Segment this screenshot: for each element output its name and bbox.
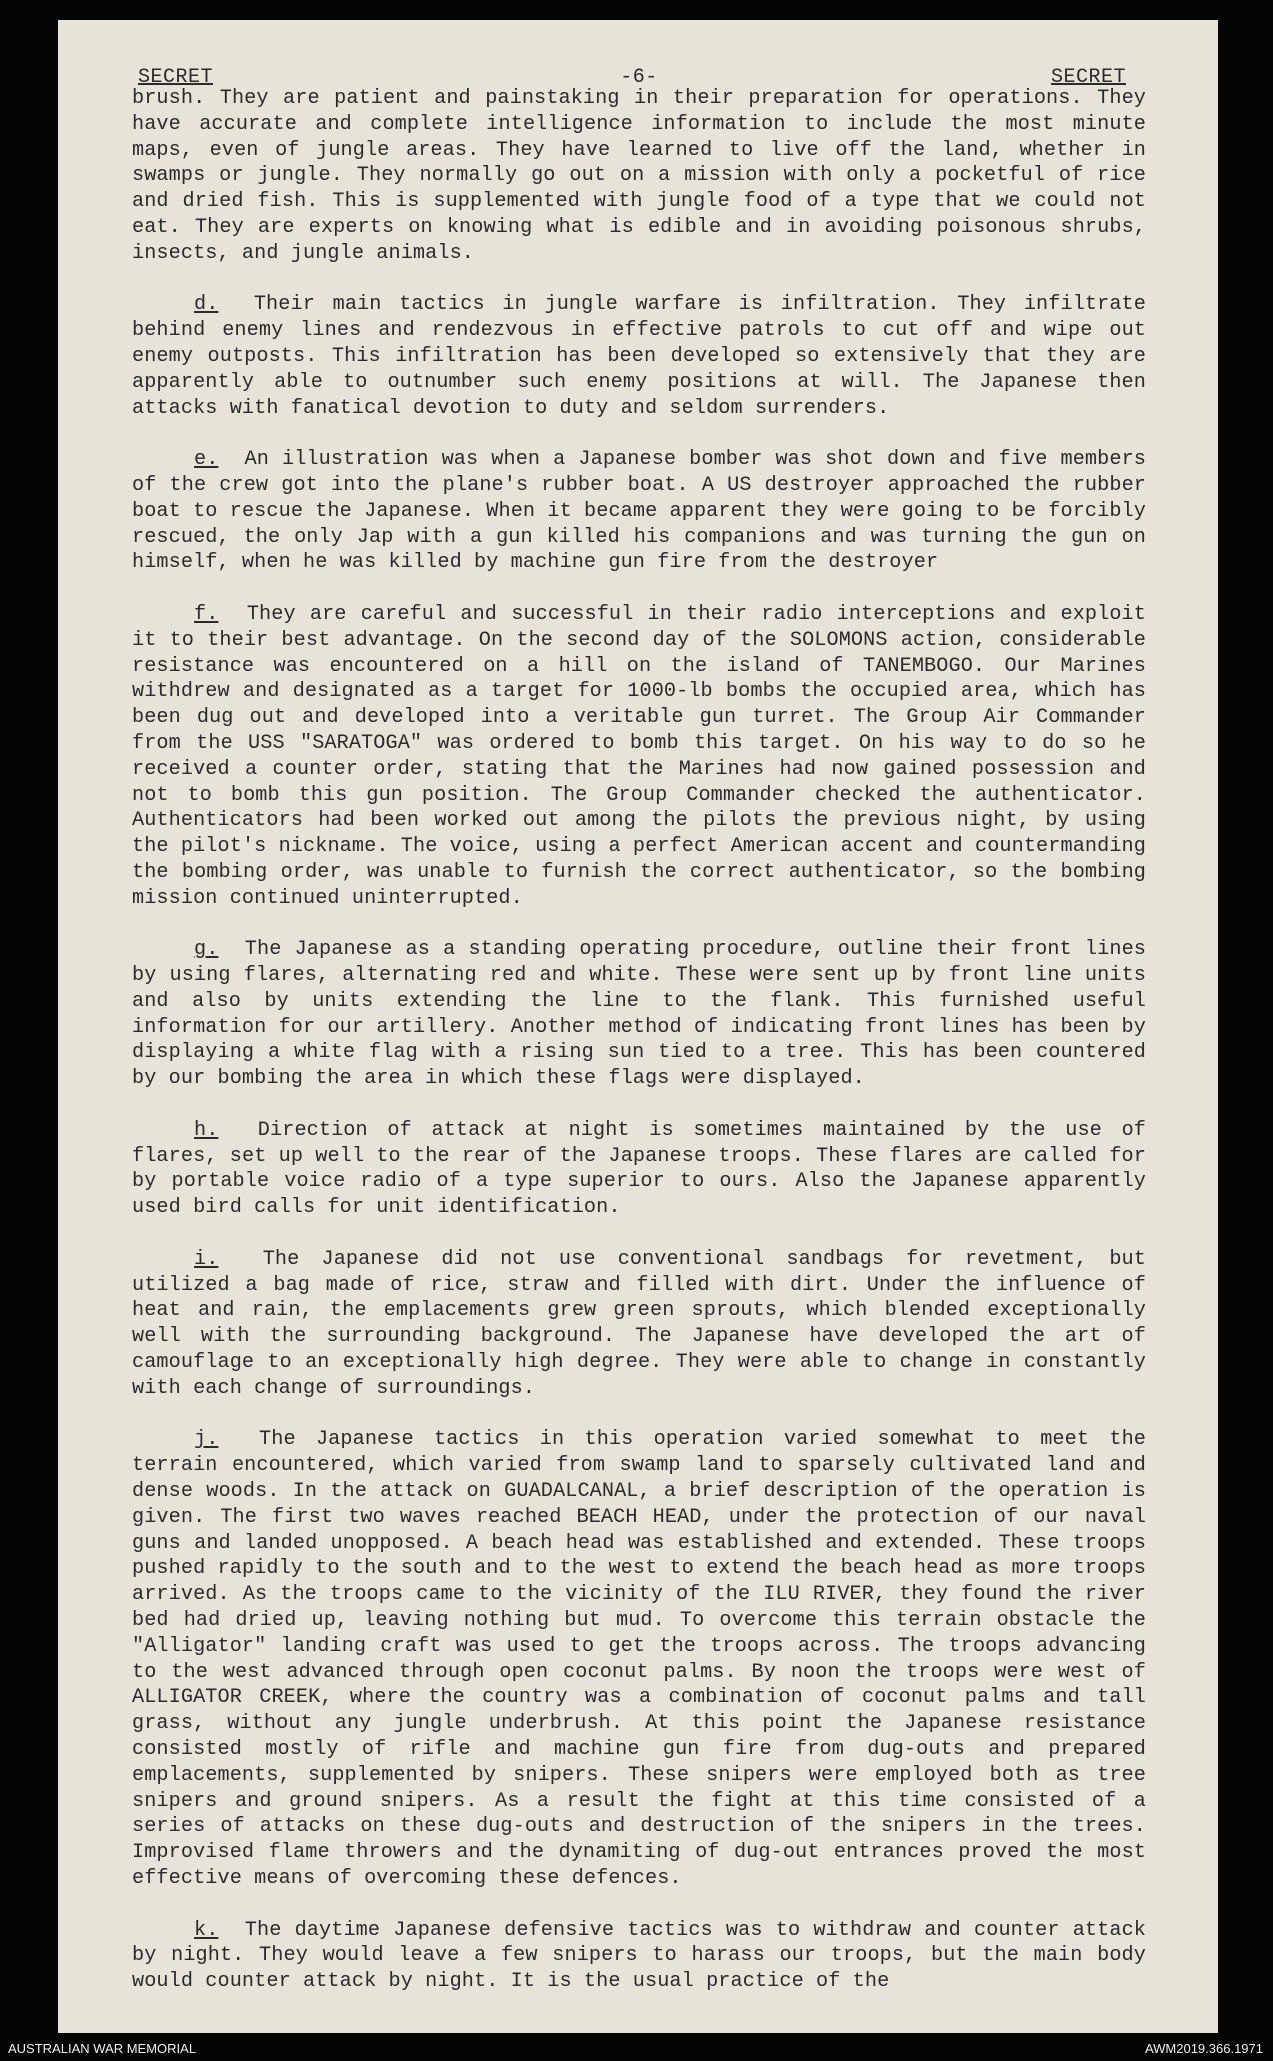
paragraph-d bbox=[132, 292, 1146, 421]
classification-right: SECRET bbox=[1050, 66, 1126, 89]
paragraph-f bbox=[132, 602, 1146, 912]
paragraph-continuation bbox=[132, 86, 1146, 267]
paragraph-text: They are careful and successful in their radio interceptions and exploit it to their best advantage. On the second day of the SOLOMONS action, considerable resistance was encountered on a hill on the island of TANEMBOGO. Our Marines withdrew and designated as a target for 1000-lb bombs the occupied area, which has been dug out and developed into a veritable gun turret. The Group Air Commander from the USS "SARATOGA" was ordered to bomb this target. On his way to do so he received a counter order, stating that the Marines had now gained possession and not to bomb this gun position. The Group Commander checked the authenticator. Authenticators had been worked out among the pilots the previous night, by using the pilot's nickname. The voice, using a perfect American accent and countermanding the bombing order, was unable to furnish the correct authenticator, so the bombing mission continued uninterrupted. bbox=[132, 602, 1146, 910]
document-page bbox=[58, 20, 1218, 2033]
classification-left: SECRET bbox=[138, 66, 214, 89]
paragraph-label: e. bbox=[194, 448, 219, 472]
page-header bbox=[132, 46, 1146, 89]
paragraph-text: brush. They are patient and painstaking in their preparation for operations. They have accurate and complete intelligence information to include the most minute maps, even of jungle areas. They have learned to live off the land, whether in swamps or jungle. They normally go out on a mission with only a pocketful of rice and dried fish. This is supplemented with jungle food of a type that we could not eat. They are experts on knowing what is edible and in avoiding poisonous shrubs, insects, and jungle animals. bbox=[132, 87, 1146, 265]
paragraph-e bbox=[132, 447, 1146, 576]
paragraph-j bbox=[132, 1427, 1146, 1891]
paragraph-text: The Japanese did not use conventional sandbags for revetment, but utilized a bag made of rice, straw and filled with dirt. Under the influence of heat and rain, the emplacements grew green sprouts, which blended exceptionally well with the surrounding background. The Japanese have developed the art of camouflage to an exceptionally high degree. They were able to change in constantly with each change of surroundings. bbox=[132, 1247, 1146, 1400]
page-number: -6- bbox=[620, 66, 658, 89]
paragraph-label: g. bbox=[194, 938, 219, 962]
paragraph-text: Their main tactics in jungle warfare is infiltration. They infiltrate behind enemy lines and rendezvous in effective patrols to cut off and wipe out enemy outposts. This infiltration has been developed so extensively that they are apparently able to outnumber such enemy positions at will. The Japanese then attacks with fanatical devotion to duty and seldom surrenders. bbox=[132, 293, 1146, 420]
paragraph-label: k. bbox=[194, 1918, 219, 1942]
paragraph-g bbox=[132, 937, 1146, 1092]
paragraph-label: i. bbox=[194, 1247, 219, 1271]
paragraph-label: d. bbox=[194, 293, 219, 317]
paragraph-h bbox=[132, 1118, 1146, 1221]
paragraph-label: f. bbox=[194, 602, 219, 626]
paragraph-k bbox=[132, 1918, 1146, 1995]
paragraph-text: An illustration was when a Japanese bomber was shot down and five members of the crew got into the plane's rubber boat. A US destroyer approached the rubber boat to rescue the Japanese. When it became apparent they were going to be forcibly rescued, the only Jap with a gun killed his companions and was turning the gun on himself, when he was killed by machine gun fire from the destroyer bbox=[132, 448, 1147, 575]
archive-footer bbox=[0, 2033, 1273, 2061]
archive-reference: AWM2019.366.1971 bbox=[1144, 2041, 1263, 2056]
archive-name: AUSTRALIAN WAR MEMORIAL bbox=[8, 2041, 197, 2056]
paragraph-label: h. bbox=[194, 1118, 219, 1142]
paragraph-text: Direction of attack at night is sometimes maintained by the use of flares, set up well to the rear of the Japanese troops. These flares are called for by portable voice radio of a type superior to ours. Also the Japanese apparently used bird calls for unit identification. bbox=[132, 1118, 1147, 1220]
paragraph-text: The daytime Japanese defensive tactics was to withdraw and counter attack by night. They would leave a few snipers to harass our troops, but the main body would counter attack by night. It is the usual practice of the bbox=[132, 1918, 1146, 1994]
paragraph-i bbox=[132, 1247, 1146, 1402]
paragraph-text: The Japanese as a standing operating procedure, outline their front lines by using flares, alternating red and white. These were sent up by front line units and also by units extending the line to the flank. This furnished useful information for our artillery. Another method of indicating front lines has been by displaying a white flag with a rising sun tied to a tree. This has been countered by our bombing the area in which these flags were displayed. bbox=[132, 938, 1146, 1091]
paragraph-label: j. bbox=[194, 1428, 219, 1452]
paragraph-text: The Japanese tactics in this operation varied somewhat to meet the terrain encountered, which varied from swamp land to sparsely cultivated land and dense woods. In the attack on GUADALCANAL, a brief description of the operation is given. The first two waves reached BEACH HEAD, under the protection of our naval guns and landed unopposed. A beach head was established and extended. These troops pushed rapidly to the south and to the west to extend the beach head as more troops arrived. As the troops came to the vicinity of the ILU RIVER, they found the river bed had dried up, leaving nothing but mud. To overcome this terrain obstacle the "Alligator" landing craft was used to get the troops across. The troops advancing to the west advanced through open coconut palms. By noon the troops were west of ALLIGATOR CREEK, where the country was a combination of coconut palms and tall grass, without any jungle underbrush. At this point the Japanese resistance consisted mostly of rifle and machine gun fire from dug-outs and prepared emplacements, supplemented by snipers. These snipers were employed both as tree snipers and ground snipers. As a result the fight at this time consisted of a series of attacks on these dug-outs and destruction of the snipers in the trees. Improvised flame throwers and the dynamiting of dug-out entrances proved the most effective means of overcoming these defences. bbox=[132, 1428, 1146, 1890]
